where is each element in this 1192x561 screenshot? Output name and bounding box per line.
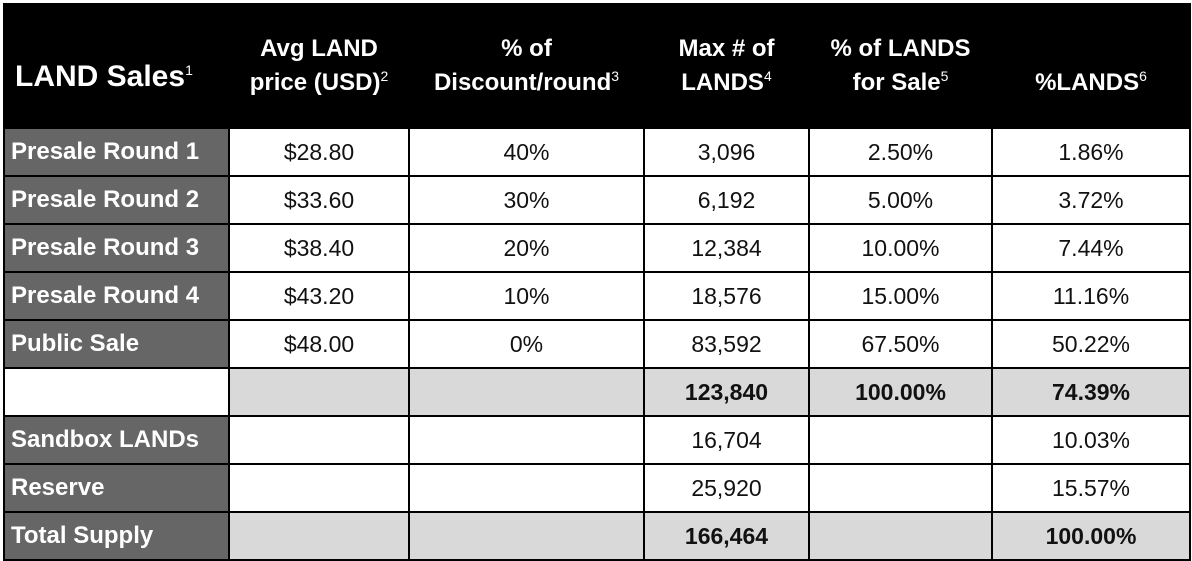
price-cell: $48.00 [229, 320, 409, 368]
discount-cell: 40% [409, 128, 644, 176]
table-row-presale-3 [4, 224, 1190, 272]
header-max-lands [644, 4, 809, 128]
pct-for-sale-cell: 15.00% [809, 272, 992, 320]
max-lands-cell: 25,920 [644, 464, 809, 512]
pct-lands-cell: 100.00% [992, 512, 1190, 560]
header-pct-for-sale [809, 4, 992, 128]
row-label: Presale Round 3 [4, 224, 229, 272]
row-label: Sandbox LANDs [4, 416, 229, 464]
price-cell [229, 512, 409, 560]
max-lands-cell: 18,576 [644, 272, 809, 320]
header-row [4, 4, 1190, 128]
max-lands-cell: 83,592 [644, 320, 809, 368]
header-land-sales [4, 4, 229, 128]
price-cell: $28.80 [229, 128, 409, 176]
discount-cell [409, 368, 644, 416]
table-row-total-supply [4, 512, 1190, 560]
table-row-presale-2 [4, 176, 1190, 224]
header-label: Discount/round [433, 69, 612, 96]
discount-cell [409, 464, 644, 512]
header-discount [409, 4, 644, 128]
footnote-marker: 5 [940, 68, 949, 84]
max-lands-cell: 16,704 [644, 416, 809, 464]
header-label: price (USD) [249, 69, 381, 96]
table-row-public-sale [4, 320, 1190, 368]
row-label: Reserve [4, 464, 229, 512]
max-lands-cell: 166,464 [644, 512, 809, 560]
header-label: for Sale [852, 69, 941, 96]
price-cell [229, 416, 409, 464]
header-pct-lands [992, 4, 1190, 128]
row-label [4, 368, 229, 416]
max-lands-cell: 123,840 [644, 368, 809, 416]
price-cell [229, 464, 409, 512]
table-row-presale-1 [4, 128, 1190, 176]
pct-lands-cell: 1.86% [992, 128, 1190, 176]
pct-lands-cell: 50.22% [992, 320, 1190, 368]
row-label: Presale Round 1 [4, 128, 229, 176]
pct-lands-cell: 3.72% [992, 176, 1190, 224]
pct-lands-cell: 10.03% [992, 416, 1190, 464]
row-label: Presale Round 2 [4, 176, 229, 224]
footnote-marker: 3 [611, 68, 620, 84]
table-row-reserve [4, 464, 1190, 512]
discount-cell [409, 512, 644, 560]
pct-for-sale-cell [809, 464, 992, 512]
max-lands-cell: 12,384 [644, 224, 809, 272]
header-label: Avg LAND [260, 35, 378, 62]
footnote-marker: 4 [763, 68, 772, 84]
land-sales-table [3, 3, 1191, 561]
pct-lands-cell: 15.57% [992, 464, 1190, 512]
price-cell: $38.40 [229, 224, 409, 272]
pct-for-sale-cell: 10.00% [809, 224, 992, 272]
footnote-marker: 2 [380, 68, 389, 84]
price-cell: $43.20 [229, 272, 409, 320]
pct-for-sale-cell: 100.00% [809, 368, 992, 416]
pct-lands-cell: 74.39% [992, 368, 1190, 416]
pct-for-sale-cell: 5.00% [809, 176, 992, 224]
footnote-marker: 1 [185, 62, 193, 78]
header-label: LAND Sales [15, 60, 186, 93]
table-row-subtotal [4, 368, 1190, 416]
discount-cell: 0% [409, 320, 644, 368]
header-label: % of [501, 35, 552, 62]
pct-lands-cell: 11.16% [992, 272, 1190, 320]
discount-cell [409, 416, 644, 464]
row-label: Presale Round 4 [4, 272, 229, 320]
pct-for-sale-cell [809, 512, 992, 560]
max-lands-cell: 3,096 [644, 128, 809, 176]
pct-for-sale-cell: 2.50% [809, 128, 992, 176]
pct-for-sale-cell: 67.50% [809, 320, 992, 368]
header-label: LANDS [681, 69, 764, 96]
header-label: Max # of [678, 35, 775, 62]
header-label: % of LANDS [830, 35, 971, 62]
land-sales-table-container [3, 3, 1189, 555]
row-label: Total Supply [4, 512, 229, 560]
header-label: %LANDS [1035, 69, 1140, 96]
discount-cell: 10% [409, 272, 644, 320]
footnote-marker: 6 [1139, 68, 1147, 84]
pct-lands-cell: 7.44% [992, 224, 1190, 272]
discount-cell: 20% [409, 224, 644, 272]
max-lands-cell: 6,192 [644, 176, 809, 224]
price-cell: $33.60 [229, 176, 409, 224]
price-cell [229, 368, 409, 416]
table-row-sandbox-lands [4, 416, 1190, 464]
table-row-presale-4 [4, 272, 1190, 320]
pct-for-sale-cell [809, 416, 992, 464]
header-avg-price [229, 4, 409, 128]
discount-cell: 30% [409, 176, 644, 224]
row-label: Public Sale [4, 320, 229, 368]
